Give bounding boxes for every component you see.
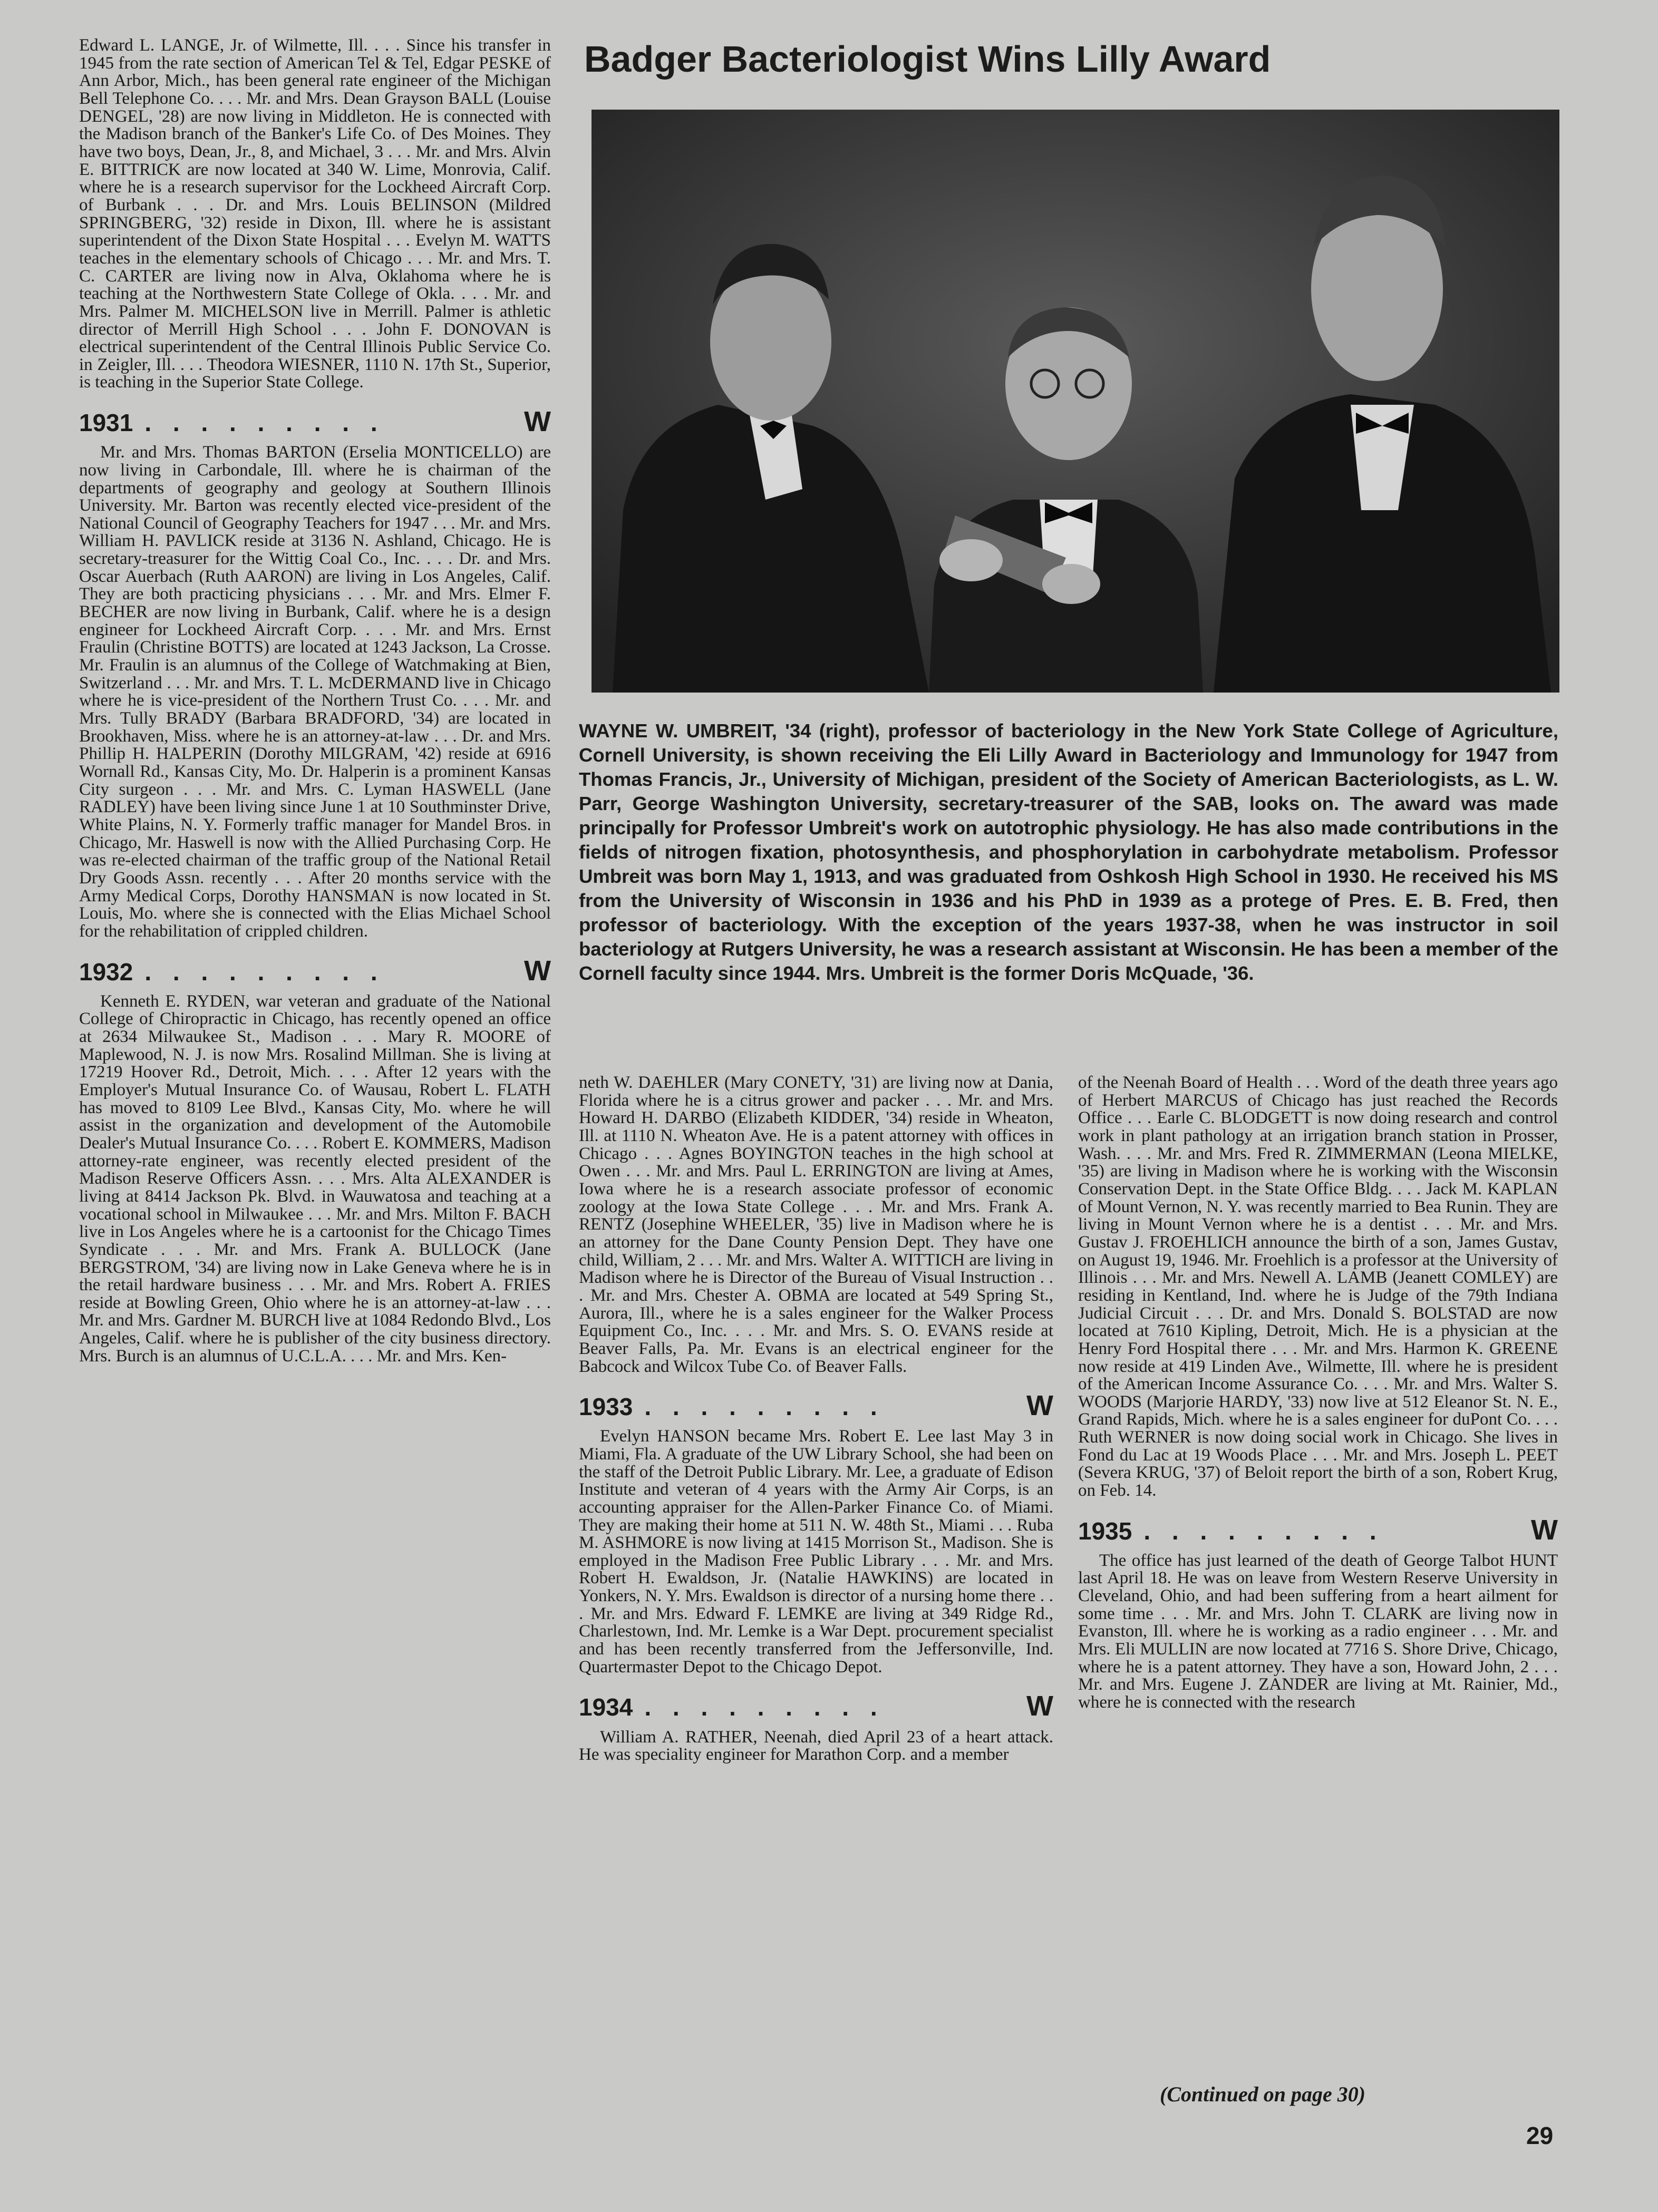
w-mark: W (1026, 1690, 1053, 1722)
three-men-award-photo-icon (592, 110, 1559, 693)
class-notes-1932: Kenneth E. RYDEN, war veteran and graduate of the National College of Chiropractic in Chicago, has recently opened an office at 2634 Milwaukee St., Madison . . . Mary R. MOORE of Maplewood, N. J. is now Mrs. Rosalind Millman. She is living at 17219 Hoover Rd., Detroit, Mich. . . . After 12 years with the Employer's Mutual Insurance Co. of Wausau, Robert L. FLATH has moved to 8109 Lee Blvd., Kansas City, Mo. where he will assist in the organization and development of the Automobile Dealer's Mutual Insurance Co. . . . Robert E. KOMMERS, Madison attorney-rate engineer, was recently elected president of the Madison Reserve Officers Assn. . . . Mrs. Alta ALEXANDER is living at 8414 Jackson Pk. Blvd. in Wauwatosa and teaching at a vocational school in Milwaukee . . . Mr. and Mrs. Milton F. BACH live in Los Angeles where he is a cartoonist for the Chicago Times Syndicate . . . Mr. and Mrs. Frank A. BULLOCK (Jane BERGSTROM, '34) are living now in Lake Geneva where he is in the retail hardware business . . . Mr. and Mrs. Robert A. FRIES reside at Bowling Green, Ohio where he is an attorney-at-law . . . Mr. and Mrs. Gardner M. BURCH live at 1084 Redondo Blvd., Los Angeles, Calif. where he is publisher of the city business directory. Mrs. Burch is an alumnus of U.C.L.A. . . . Mr. and Mrs. Ken- (79, 991, 551, 1366)
leader-dots: . . . . . . . . . (644, 1395, 885, 1420)
column-1 (79, 37, 551, 1365)
section-header-1935 (1078, 1516, 1558, 1545)
leader-dots: . . . . . . . . . (644, 1695, 885, 1720)
year-label: 1933 (579, 1393, 633, 1421)
w-mark: W (1026, 1390, 1053, 1422)
class-notes-1935: The office has just learned of the death of George Talbot HUNT last April 18. He was on leave from Western Reserve University in Cleveland, Ohio, and had been suffering from a heart ailment for some time . . . Mr. and Mrs. John T. CLARK are living now in Evanston, Ill. where he is working as a radio engineer . . . Mr. and Mrs. Eli MULLIN are now located at 7716 S. Shore Drive, Chicago, where he is a patent attorney. They have a son, Howard John, 2 . . . Mr. and Mrs. Eugene J. ZANDER are living at Mt. Rainier, Md., where he is connected with the research (1078, 1551, 1558, 1712)
section-header-1931 (79, 407, 551, 436)
leader-dots: . . . . . . . . . (1143, 1518, 1384, 1544)
class-notes-1934-continued: of the Neenah Board of Health . . . Word of the death three years ago of Herbert MARCUS of Chicago has just reached the Records Office . . . Earle C. BLODGETT is now doing research and control work in plant pathology at an irrigation branch station in Prosser, Wash. . . . Mr. and Mrs. Fred R. ZIMMERMAN (Leona MIELKE, '35) are living in Madison where he is working with the Wisconsin Conservation Dept. in the State Office Bldg. . . . Jack M. KAPLAN of Mount Vernon, N. Y. was recently married to Bea Runin. They are living in Mount Vernon where he is a dentist . . . Mr. and Mrs. Gustav J. FROEHLICH announce the birth of a son, James Gustav, on August 19, 1946. Mr. Froehlich is a professor at the University of Illinois . . . Mr. and Mrs. Newell A. LAMB (Jeanett COMLEY) are residing in Kentland, Ind. where he is Judge of the 79th Indiana Judicial Circuit . . . Dr. and Mrs. Donald S. BOLSTAD are now located at 7610 Kipling, Detroit, Mich. He is a physician at the Henry Ford Hospital there . . . Mr. and Mrs. Harmon K. GREENE now reside at 419 Linden Ave., Wilmette, Ill. where he is president of the American Income Assurance Co. . . . Mr. and Mrs. Walter S. WOODS (Marjorie HARDY, '33) now live at 512 Eleanor St. N. E., Grand Rapids, Mich. where he is a sales engineer for duPont Co. . . . Ruth WERNER is now doing social work in Chicago. She lives in Fond du Lac at 19 Woods Place . . . Mr. and Mrs. Joseph L. PEET (Severa KRUG, '37) of Beloit report the birth of a son, Robert Krug, on Feb. 14. (1078, 1073, 1558, 1500)
year-label: 1934 (579, 1693, 633, 1721)
page-number: 29 (1526, 2122, 1554, 2149)
leader-dots: . . . . . . . . . (144, 959, 385, 985)
year-label: 1935 (1078, 1517, 1132, 1545)
class-notes-intro: Edward L. LANGE, Jr. of Wilmette, Ill. . . . Since his transfer in 1945 from the rate section of American Tel & Tel, Edgar PESKE of Ann Arbor, Mich., has been general rate engineer of the Michigan Bell Telephone Co. . . . Mr. and Mrs. Dean Grayson BALL (Louise DENGEL, '28) are now living in Middleton. He is connected with the Madison branch of the Banker's Life Co. of Des Moines. They have two boys, Dean, Jr., 8, and Michael, 3 . . . Mr. and Mrs. Alvin E. BITTRICK are now located at 340 W. Lime, Monrovia, Calif. where he is a research supervisor for the Lockheed Aircraft Corp. of Burbank . . . Dr. and Mrs. Louis BELINSON (Mildred SPRINGBERG, '32) reside in Dixon, Ill. where he is assistant superintendent of the Dixon State Hospital . . . Evelyn M. WATTS teaches in the elementary schools of Chicago . . . Mr. and Mrs. T. C. CARTER are living now in Alva, Oklahoma where he is teaching at the Northwestern State College of Okla. . . . Mr. and Mrs. Palmer M. MICHELSON live in Merrill. Palmer is athletic director of Merrill High School . . . John F. DONOVAN is electrical superintendent of the Central Illinois Public Service Co. in Zeigler, Ill. . . . Theodora WIESNER, 1110 N. 17th St., Superior, is teaching in the Superior State College. (79, 36, 551, 392)
class-notes-1934: William A. RATHER, Neenah, died April 23 of a heart attack. He was speciality engineer for Marathon Corp. and a member (579, 1727, 1053, 1765)
section-header-1934 (579, 1692, 1053, 1721)
leader-dots: . . . . . . . . . (144, 411, 385, 436)
year-label: 1931 (79, 409, 133, 437)
photo-caption: WAYNE W. UMBREIT, '34 (right), professor of bacteriology in the New York State College of Agriculture, Cornell University, is shown receiving the Eli Lilly Award in Bacteriology and Immunology for 1947 from Thomas Francis, Jr., University of Michigan, president of the Society of American Bacteriologists, as L. W. Parr, George Washington University, secretary-treasurer of the SAB, looks on. The award was made principally for Professor Umbreit's work on autotrophic physiology. He has also made contributions in the fields of nitrogen fixation, photosynthesis, and phosphorylation in carbohydrate metabolism. Professor Umbreit was born May 1, 1913, and was graduated from Oshkosh High School in 1930. He received his MS from the University of Wisconsin in 1936 and his PhD in 1939 as a protege of Pres. E. B. Fred, then professor of bacteriology. With the exception of the years 1937-38, when he was instructor in soil bacteriology at Rutgers University, he was a research assistant at Wisconsin. He has been a member of the Cornell faculty since 1944. Mrs. Umbreit is the former Doris McQuade, '36. (579, 720, 1558, 984)
w-mark: W (1531, 1514, 1558, 1546)
class-notes-1932-continued: neth W. DAEHLER (Mary CONETY, '31) are living now at Dania, Florida where he is a citrus grower and packer . . . Mr. and Mrs. Howard H. DARBO (Elizabeth KIDDER, '34) reside in Wheaton, Ill. at 1110 N. Wheaton Ave. He is a patent attorney with offices in Chicago . . . Agnes BOYINGTON teaches in the high school at Owen . . . Mr. and Mrs. Paul L. ERRINGTON are living at Ames, Iowa where he is a research associate professor of economic zoology at the Iowa State College . . . Mr. and Mrs. Frank A. RENTZ (Josephine WHEELER, '35) live in Madison where he is an attorney for the Dane County Pension Dept. They have one child, William, 2 . . . Mr. and Mrs. Walter A. WITTICH are living in Madison where he is Director of the Bureau of Visual Instruction . . . Mr. and Mrs. Chester A. OBMA are located at 549 Spring St., Aurora, Ill., where he is a sales engineer for the Walker Process Equipment Co., Inc. . . . Mr. and Mrs. S. O. EVANS reside at Beaver Falls, Pa. Mr. Evans is an electrical engineer for the Babcock and Wilcox Tube Co. of Beaver Falls. (579, 1073, 1053, 1376)
column-2 (579, 1074, 1053, 1764)
class-notes-1933: Evelyn HANSON became Mrs. Robert E. Lee last May 3 in Miami, Fla. A graduate of the UW Library School, she had been on the staff of the Detroit Public Library. Mr. Lee, a graduate of Edison Institute and veteran of 4 years with the Army Air Corps, is an accounting appraiser for the Allen-Parker Finance Co. of Miami. They are making their home at 511 N. W. 48th St., Miami . . . Ruba M. ASHMORE is now living at 1415 Morrison St., Madison. She is employed in the Madison Free Public Library . . . Mr. and Mrs. Robert H. Ewaldson, Jr. (Natalie HAWKINS) are located in Yonkers, N. Y. Mrs. Ewaldson is director of a nursing home there . . . Mr. and Mrs. Edward F. LEMKE are living at 349 Ridge Rd., Charlestown, Ind. Mr. Lemke is a War Dept. procurement specialist and has been recently transferred from the Jeffersonville, Ind. Quartermaster Depot to the Chicago Depot. (579, 1427, 1053, 1677)
article-headline: Badger Bacteriologist Wins Lilly Award (584, 38, 1271, 80)
section-header-1932 (79, 954, 551, 987)
award-photo (592, 110, 1559, 693)
column-3 (1078, 1074, 1558, 1712)
continued-note: (Continued on page 30) (1160, 2082, 1366, 2106)
class-notes-1931: Mr. and Mrs. Thomas BARTON (Erselia MONTICELLO) are now living in Carbondale, Ill. where he is chairman of the departments of geography and geology at Southern Illinois University. Mr. Barton was recently elected vice-president of the National Council of Geography Teachers for 1947 . . . Mr. and Mrs. William H. PAVLICK reside at 3136 N. Ashland, Chicago. He is secretary-treasurer for the Wittig Coal Co., Inc. . . . Dr. and Mrs. Oscar Auerbach (Ruth AARON) are living in Los Angeles, Calif. They are both practicing physicians . . . Mr. and Mrs. Elmer F. BECHER are now living in Burbank, Calif. where he is a design engineer for Lockheed Aircraft Corp. . . . Mr. and Mrs. Ernst Fraulin (Christine BOTTS) are located at 1243 Jackson, La Crosse. Mr. Fraulin is an alumnus of the College of Watchmaking at Bien, Switzerland . . . Mr. and Mrs. T. L. McDERMAND live in Chicago where he is vice-president of the Northern Trust Co. . . . Mr. and Mrs. Tully BRADY (Barbara BRADFORD, '34) are located in Brookhaven, Miss. where he is an attorney-at-law . . . Dr. and Mrs. Phillip H. HALPERIN (Dorothy MILGRAM, '42) reside at 6916 Wornall Rd., Kansas City, Mo. Dr. Halperin is a prominent Kansas City surgeon . . . Mr. and Mrs. C. Lyman HASWELL (Jane RADLEY) have been living since June 1 at 10 Southminster Drive, White Plains, N. Y. Formerly traffic manager for Mandel Bros. in Chicago, Mr. Haswell is now with the Allied Purchasing Corp. He was re-elected chairman of the traffic group of the National Retail Dry Goods Assn. recently . . . After 20 months service with the Army Medical Corps, Dorothy HANSMAN is now located in St. Louis, Mo. where she is connected with the Elias Michael School for the rehabilitation of crippled children. (79, 443, 551, 941)
w-mark: W (524, 954, 551, 987)
year-label: 1932 (79, 958, 133, 986)
w-mark: W (524, 406, 551, 438)
section-header-1933 (579, 1391, 1053, 1420)
